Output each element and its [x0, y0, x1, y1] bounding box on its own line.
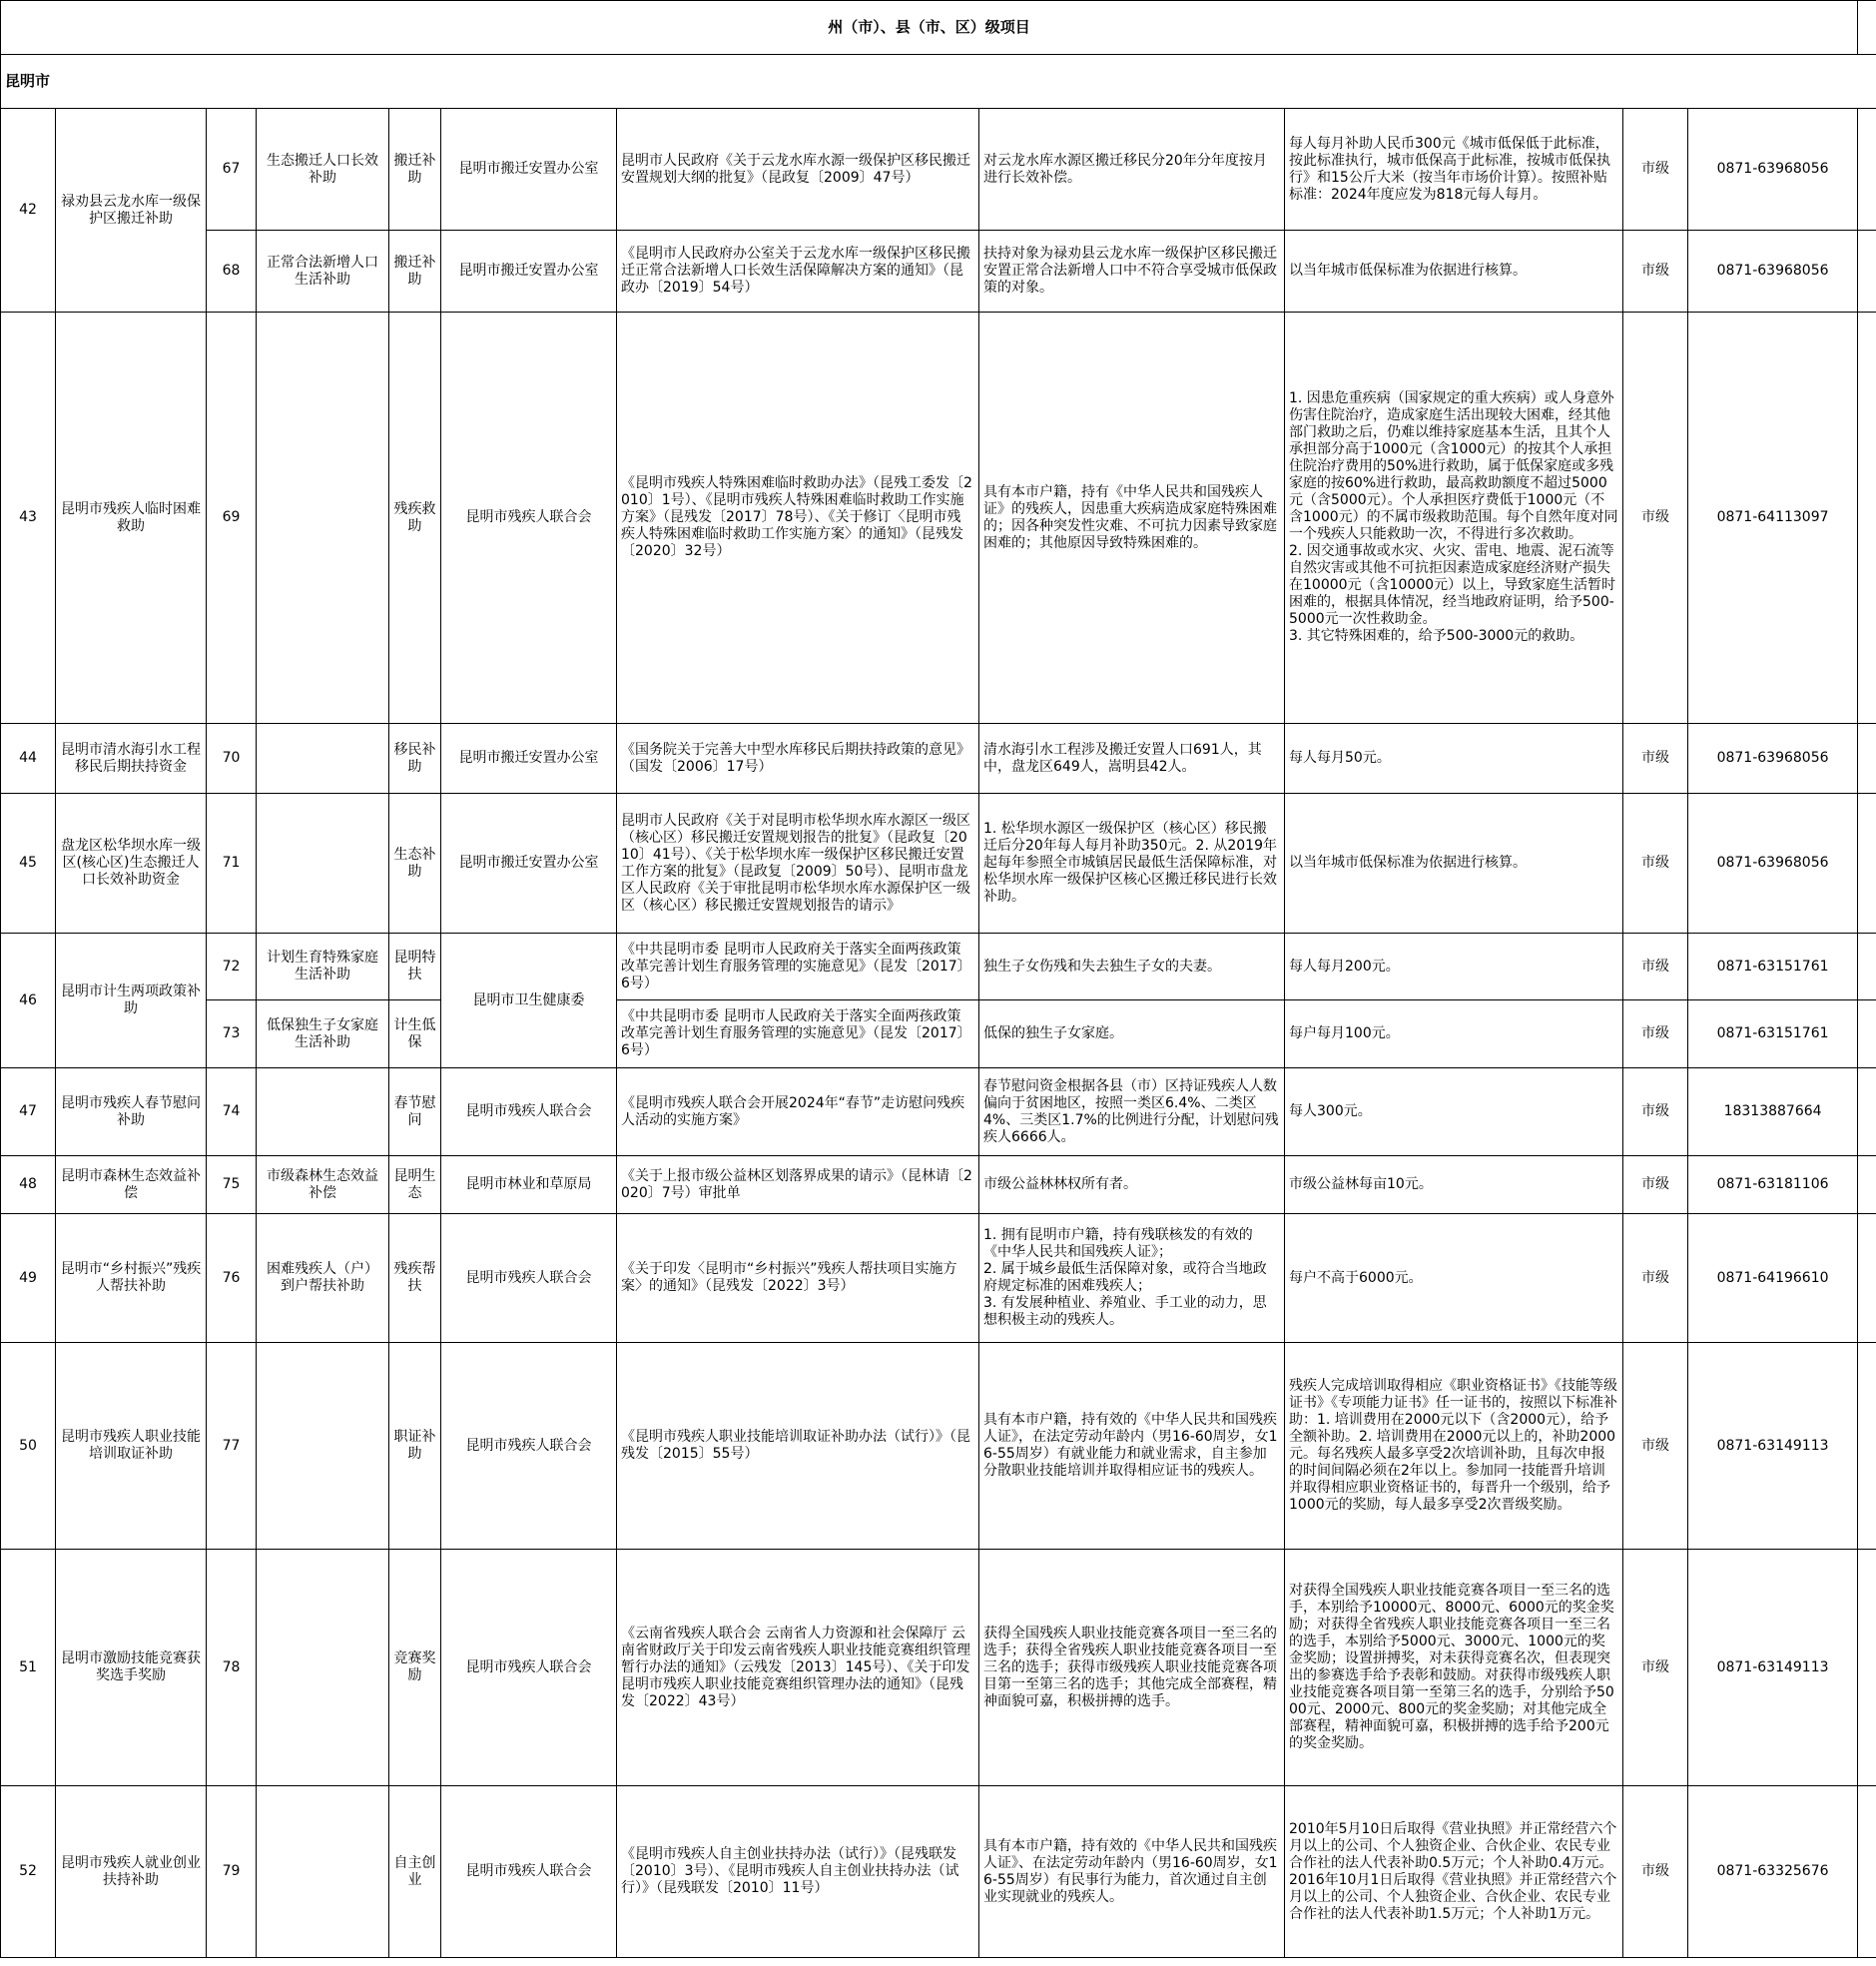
item-number: 68 [207, 231, 257, 313]
policy-basis: 《国务院关于完善大中型水库移民后期扶持政策的意见》（国发〔2006〕17号） [617, 724, 979, 794]
project-number: 48 [1, 1156, 56, 1214]
subsidy-standard: 对获得全国残疾人职业技能竞赛各项目一至三名的选手，本别给予10000元、8000元、6000元的奖金奖励；对获得全省残疾人职业技能竞赛各项目一至三名的选手，本别给予5000元、3000元、1000元的奖金奖励；设置拼搏奖，对未获得竞赛名次，但表现突出的参赛选手给予表彰和鼓励。对获得市级残疾人职业技能竞赛各项目第一至第三名的选手，分别给予5000元、2000元、800元的奖金奖励；对其他完成全部赛程，精神面貌可嘉，积极拼搏的选手给予200元的奖金奖励。 [1285, 1550, 1623, 1786]
fund-level: 市级 [1623, 1550, 1688, 1786]
fund-level: 市级 [1623, 1786, 1688, 1958]
contact-phone: 0871-63968056 [1688, 109, 1858, 231]
department: 昆明市卫生健康委 [441, 934, 617, 1068]
policy-basis: 昆明市人民政府《关于对昆明市松华坝水库水源区一级区（核心区）移民搬迁安置规划报告的批复》（昆政复〔2010〕41号）、《关于松华坝水库一级保护区移民搬迁安置工作方案的批复》（昆政复〔2009〕50号）、昆明市盘龙区人民政府《关于审批昆明市松华坝水库水源保护区一级区（核心区）移民搬迁安置规划报告的请示》 [617, 794, 979, 934]
policy-basis: 《昆明市残疾人职业技能培训取证补助办法（试行）》（昆残发〔2015〕55号） [617, 1343, 979, 1550]
fund-level: 市级 [1623, 1068, 1688, 1156]
subsidy-standard: 以当年城市低保标准为依据进行核算。 [1285, 231, 1623, 313]
department: 昆明市残疾人联合会 [441, 1550, 617, 1786]
subsidy-category: 昆明特扶 [389, 934, 441, 1000]
fund-level: 市级 [1623, 1156, 1688, 1214]
eligibility-target: 扶持对象为禄劝县云龙水库一级保护区移民搬迁安置正常合法新增人口中不符合享受城市低保政策的对象。 [979, 231, 1285, 313]
item-number: 74 [207, 1068, 257, 1156]
eligibility-target: 获得全国残疾人职业技能竞赛各项目一至三名的选手；获得全省残疾人职业技能竞赛各项目一至三名的选手；获得市级残疾人职业技能竞赛各项目第一至第三名的选手；其他完成全部赛程，精神面貌可嘉，积极拼搏的选手。 [979, 1550, 1285, 1786]
item-number: 71 [207, 794, 257, 934]
subsidy-category: 自主创业 [389, 1786, 441, 1958]
subsidy-standard: 市级公益林每亩10元。 [1285, 1156, 1623, 1214]
project-number: 51 [1, 1550, 56, 1786]
department: 昆明市残疾人联合会 [441, 1786, 617, 1958]
department: 昆明市搬迁安置办公室 [441, 109, 617, 231]
item-number: 70 [207, 724, 257, 794]
table-row [1, 231, 1876, 313]
contact-phone: 0871-63968056 [1688, 231, 1858, 313]
project-number: 49 [1, 1214, 56, 1343]
eligibility-target: 具有本市户籍，持有效的《中华人民共和国残疾人证》，在法定劳动年龄内（男16-60周岁，女16-55周岁）有就业能力和就业需求，自主参加分散职业技能培训并取得相应证书的残疾人。 [979, 1343, 1285, 1550]
department: 昆明市林业和草原局 [441, 1156, 617, 1214]
blank-cell [1858, 1068, 1876, 1156]
eligibility-target: 对云龙水库水源区搬迁移民分20年分年度按月进行长效补偿。 [979, 109, 1285, 231]
table-row [1, 1786, 1876, 1958]
subitem-name [257, 1786, 389, 1958]
table-row [1, 1000, 1876, 1068]
subitem-name [257, 313, 389, 724]
fund-level: 市级 [1623, 1214, 1688, 1343]
department: 昆明市残疾人联合会 [441, 1343, 617, 1550]
item-number: 72 [207, 934, 257, 1000]
project-name: 昆明市清水海引水工程移民后期扶持资金 [56, 724, 207, 794]
subsidy-category: 残疾帮扶 [389, 1214, 441, 1343]
subitem-name: 市级森林生态效益补偿 [257, 1156, 389, 1214]
project-name: 昆明市森林生态效益补偿 [56, 1156, 207, 1214]
item-number: 73 [207, 1000, 257, 1068]
contact-phone: 0871-63151761 [1688, 934, 1858, 1000]
blank-cell [1858, 1000, 1876, 1068]
subitem-name: 困难残疾人（户）到户帮扶补助 [257, 1214, 389, 1343]
contact-phone: 0871-64113097 [1688, 313, 1858, 724]
fund-level: 市级 [1623, 231, 1688, 313]
project-name: 昆明市残疾人就业创业扶持补助 [56, 1786, 207, 1958]
eligibility-target: 具有本市户籍，持有《中华人民共和国残疾人证》的残疾人，因患重大疾病造成家庭特殊困难的；因各种突发性灾难、不可抗力因素导致家庭困难的；其他原因导致特殊困难的。 [979, 313, 1285, 724]
eligibility-target: 春节慰问资金根据各县（市）区持证残疾人人数偏向于贫困地区，按照一类区6.4%、二类区4%、三类区1.7%的比例进行分配，计划慰问残疾人6666人。 [979, 1068, 1285, 1156]
department: 昆明市搬迁安置办公室 [441, 724, 617, 794]
subitem-name: 正常合法新增人口生活补助 [257, 231, 389, 313]
policy-basis: 昆明市人民政府《关于云龙水库水源一级保护区移民搬迁安置规划大纲的批复》（昆政复〔2009〕47号） [617, 109, 979, 231]
policy-basis: 《昆明市人民政府办公室关于云龙水库一级保护区移民搬迁正常合法新增人口长效生活保障解决方案的通知》（昆政办〔2019〕54号） [617, 231, 979, 313]
project-name: 昆明市残疾人职业技能培训取证补助 [56, 1343, 207, 1550]
contact-phone: 18313887664 [1688, 1068, 1858, 1156]
item-number: 69 [207, 313, 257, 724]
contact-phone: 0871-63149113 [1688, 1550, 1858, 1786]
subitem-name: 计划生育特殊家庭生活补助 [257, 934, 389, 1000]
table-row [1, 1156, 1876, 1214]
table-row [1, 109, 1876, 231]
subsidy-category: 搬迁补助 [389, 231, 441, 313]
item-number: 76 [207, 1214, 257, 1343]
blank-cell [1858, 934, 1876, 1000]
subitem-name [257, 794, 389, 934]
subsidy-category: 竞赛奖励 [389, 1550, 441, 1786]
table-row [1, 1068, 1876, 1156]
item-number: 67 [207, 109, 257, 231]
project-name: 昆明市残疾人春节慰问补助 [56, 1068, 207, 1156]
region-row [1, 55, 1876, 109]
fund-level: 市级 [1623, 1343, 1688, 1550]
table-row [1, 313, 1876, 724]
subsidy-standard: 每户不高于6000元。 [1285, 1214, 1623, 1343]
project-name: 盘龙区松华坝水库一级区(核心区)生态搬迁人口长效补助资金 [56, 794, 207, 934]
subitem-name: 低保独生子女家庭生活补助 [257, 1000, 389, 1068]
contact-phone: 0871-63325676 [1688, 1786, 1858, 1958]
project-number: 42 [1, 109, 56, 313]
fund-level: 市级 [1623, 313, 1688, 724]
subsidy-standard: 1. 因患危重疾病（国家规定的重大疾病）或人身意外伤害住院治疗，造成家庭生活出现较大困难，经其他部门救助之后，仍难以维持家庭基本生活，且其个人承担部分高于1000元（含1000元）的按其个人承担住院治疗费用的50%进行救助，属于低保家庭或多残家庭的按60%进行救助，最高救助额度不超过5000元（含5000元）。个人承担医疗费低于1000元（不含1000元）的不属市级救助范围。每个自然年度对同一个残疾人只能救助一次，不得进行多次救助。 2. 因交通事故或水灾、火灾、雷电、地震、泥石流等自然灾害或其他不可抗拒因素造成家庭经济财产损失在10000元（含10000元）以上，导致家庭生活暂时困难的，根据具体情况，经当地政府证明，给予500-5000元一次性救助金。 3. 其它特殊困难的，给予500-3000元的救助。 [1285, 313, 1623, 724]
department: 昆明市搬迁安置办公室 [441, 231, 617, 313]
project-number: 46 [1, 934, 56, 1068]
subsidy-category: 职证补助 [389, 1343, 441, 1550]
project-number: 43 [1, 313, 56, 724]
header-row [1, 1, 1876, 55]
fund-level: 市级 [1623, 109, 1688, 231]
subsidy-category: 春节慰问 [389, 1068, 441, 1156]
item-number: 79 [207, 1786, 257, 1958]
item-number: 75 [207, 1156, 257, 1214]
subsidy-category: 残疾救助 [389, 313, 441, 724]
project-number: 47 [1, 1068, 56, 1156]
subsidy-standard: 每人300元。 [1285, 1068, 1623, 1156]
region-name: 昆明市 [1, 55, 1876, 109]
project-name: 昆明市计生两项政策补助 [56, 934, 207, 1068]
department: 昆明市残疾人联合会 [441, 1068, 617, 1156]
subsidy-standard: 每人每月200元。 [1285, 934, 1623, 1000]
subsidy-category: 计生低保 [389, 1000, 441, 1068]
policy-basis: 《昆明市残疾人联合会开展2024年“春节”走访慰问残疾人活动的实施方案》 [617, 1068, 979, 1156]
eligibility-target: 市级公益林林权所有者。 [979, 1156, 1285, 1214]
table-row [1, 794, 1876, 934]
project-name: 昆明市“乡村振兴”残疾人帮扶补助 [56, 1214, 207, 1343]
blank-cell [1858, 313, 1876, 724]
subitem-name [257, 724, 389, 794]
blank-cell [1858, 1156, 1876, 1214]
contact-phone: 0871-63181106 [1688, 1156, 1858, 1214]
blank-cell [1858, 1343, 1876, 1550]
policy-basis: 《昆明市残疾人特殊困难临时救助办法》（昆残工委发〔2010〕1号）、《昆明市残疾人特殊困难临时救助工作实施方案》（昆残发〔2017〕78号）、《关于修订〈昆明市残疾人特殊困难临时救助工作实施方案〉的通知》（昆残发〔2020〕32号） [617, 313, 979, 724]
project-name: 禄劝县云龙水库一级保护区搬迁补助 [56, 109, 207, 313]
blank-cell [1858, 109, 1876, 231]
policy-basis: 《关于上报市级公益林区划落界成果的请示》（昆林请〔2020〕7号）审批单 [617, 1156, 979, 1214]
blank-cell [1858, 724, 1876, 794]
blank-cell [1858, 231, 1876, 313]
contact-phone: 0871-64196610 [1688, 1214, 1858, 1343]
fund-level: 市级 [1623, 934, 1688, 1000]
subitem-name: 生态搬迁人口长效补助 [257, 109, 389, 231]
eligibility-target: 1. 松华坝水源区一级保护区（核心区）移民搬迁后分20年每人每月补助350元。2. 从2019年起每年参照全市城镇居民最低生活保障标准，对松华坝水库一级保护区核心区搬迁移民进行长效补助。 [979, 794, 1285, 934]
blank-cell [1858, 794, 1876, 934]
subsidy-category: 昆明生态 [389, 1156, 441, 1214]
contact-phone: 0871-63149113 [1688, 1343, 1858, 1550]
project-number: 52 [1, 1786, 56, 1958]
item-number: 77 [207, 1343, 257, 1550]
eligibility-target: 独生子女伤残和失去独生子女的夫妻。 [979, 934, 1285, 1000]
contact-phone: 0871-63968056 [1688, 724, 1858, 794]
table-row [1, 1550, 1876, 1786]
subsidy-category: 搬迁补助 [389, 109, 441, 231]
subsidy-standard: 以当年城市低保标准为依据进行核算。 [1285, 794, 1623, 934]
subsidy-category: 移民补助 [389, 724, 441, 794]
subsidy-standard: 残疾人完成培训取得相应《职业资格证书》《技能等级证书》《专项能力证书》任一证书的，按照以下标准补助：1. 培训费用在2000元以下（含2000元），给予全额补助。2. 培训费用在2000元以上的，补助2000元。每名残疾人最多享受2次培训补助，且每次申报的时间间隔必须在2年以上。参加同一技能晋升培训并取得相应职业资格证书的，每晋升一个级别，给予1000元的奖励，每人最多享受2次晋级奖励。 [1285, 1343, 1623, 1550]
policy-basis: 《昆明市残疾人自主创业扶持办法（试行）》（昆残联发〔2010〕3号）、《昆明市残疾人自主创业扶持办法（试行）》（昆残联发〔2010〕11号） [617, 1786, 979, 1958]
contact-phone: 0871-63151761 [1688, 1000, 1858, 1068]
eligibility-target: 低保的独生子女家庭。 [979, 1000, 1285, 1068]
table-row [1, 724, 1876, 794]
project-number: 50 [1, 1343, 56, 1550]
subsidy-category: 生态补助 [389, 794, 441, 934]
policy-basis: 《中共昆明市委 昆明市人民政府关于落实全面两孩政策改革完善计划生育服务管理的实施意见》（昆发〔2017〕6号） [617, 934, 979, 1000]
table-body [1, 1, 1876, 1958]
subitem-name [257, 1068, 389, 1156]
policy-basis: 《关于印发〈昆明市“乡村振兴”残疾人帮扶项目实施方案〉的通知》（昆残发〔2022〕3号） [617, 1214, 979, 1343]
subsidy-standard: 每人每月补助人民币300元《城市低保低于此标准，按此标准执行，城市低保高于此标准，按城市低保执行》和15公斤大米（按当年市场价计算）。按照补贴标准：2024年度应发为818元每人每月。 [1285, 109, 1623, 231]
table-row [1, 1214, 1876, 1343]
project-number: 45 [1, 794, 56, 934]
subsidy-standard: 每户每月100元。 [1285, 1000, 1623, 1068]
blank-cell [1858, 1214, 1876, 1343]
department: 昆明市搬迁安置办公室 [441, 794, 617, 934]
blank-cell [1858, 1550, 1876, 1786]
header-blank-cell [1858, 1, 1876, 55]
project-number: 44 [1, 724, 56, 794]
blank-cell [1858, 1786, 1876, 1958]
fund-level: 市级 [1623, 794, 1688, 934]
table-title: 州（市）、县（市、区）级项目 [1, 1, 1858, 55]
project-name: 昆明市残疾人临时困难救助 [56, 313, 207, 724]
eligibility-target: 具有本市户籍，持有效的《中华人民共和国残疾人证》、在法定劳动年龄内（男16-60周岁，女16-55周岁）有民事行为能力，首次通过自主创业实现就业的残疾人。 [979, 1786, 1285, 1958]
table-row [1, 1343, 1876, 1550]
subitem-name [257, 1343, 389, 1550]
subitem-name [257, 1550, 389, 1786]
policy-basis: 《中共昆明市委 昆明市人民政府关于落实全面两孩政策改革完善计划生育服务管理的实施意见》（昆发〔2017〕6号） [617, 1000, 979, 1068]
contact-phone: 0871-63968056 [1688, 794, 1858, 934]
item-number: 78 [207, 1550, 257, 1786]
department: 昆明市残疾人联合会 [441, 1214, 617, 1343]
fund-level: 市级 [1623, 1000, 1688, 1068]
subsidy-standard: 每人每月50元。 [1285, 724, 1623, 794]
eligibility-target: 1. 拥有昆明市户籍，持有残联核发的有效的《中华人民共和国残疾人证》； 2. 属于城乡最低生活保障对象，或符合当地政府规定标准的困难残疾人； 3. 有发展种植业、养殖业、手工业的动力，思想积极主动的残疾人。 [979, 1214, 1285, 1343]
project-name: 昆明市激励技能竞赛获奖选手奖励 [56, 1550, 207, 1786]
department: 昆明市残疾人联合会 [441, 313, 617, 724]
eligibility-target: 清水海引水工程涉及搬迁安置人口691人，其中，盘龙区649人，嵩明县42人。 [979, 724, 1285, 794]
fund-level: 市级 [1623, 724, 1688, 794]
table-row [1, 934, 1876, 1000]
subsidy-standard: 2010年5月10日后取得《营业执照》并正常经营六个月以上的公司、个人独资企业、合伙企业、农民专业合作社的法人代表补助0.5万元；个人补助0.4万元。 2016年10月1日后取得《营业执照》并正常经营六个月以上的公司、个人独资企业、合伙企业、农民专业合作社的法人代表补助1.5万元；个人补助1万元。 [1285, 1786, 1623, 1958]
policy-basis: 《云南省残疾人联合会 云南省人力资源和社会保障厅 云南省财政厅关于印发云南省残疾人职业技能竞赛组织管理暂行办法的通知》（云残发〔2013〕145号）、《关于印发昆明市残疾人职业技能竞赛组织管理办法的通知》（昆残发〔2022〕43号） [617, 1550, 979, 1786]
